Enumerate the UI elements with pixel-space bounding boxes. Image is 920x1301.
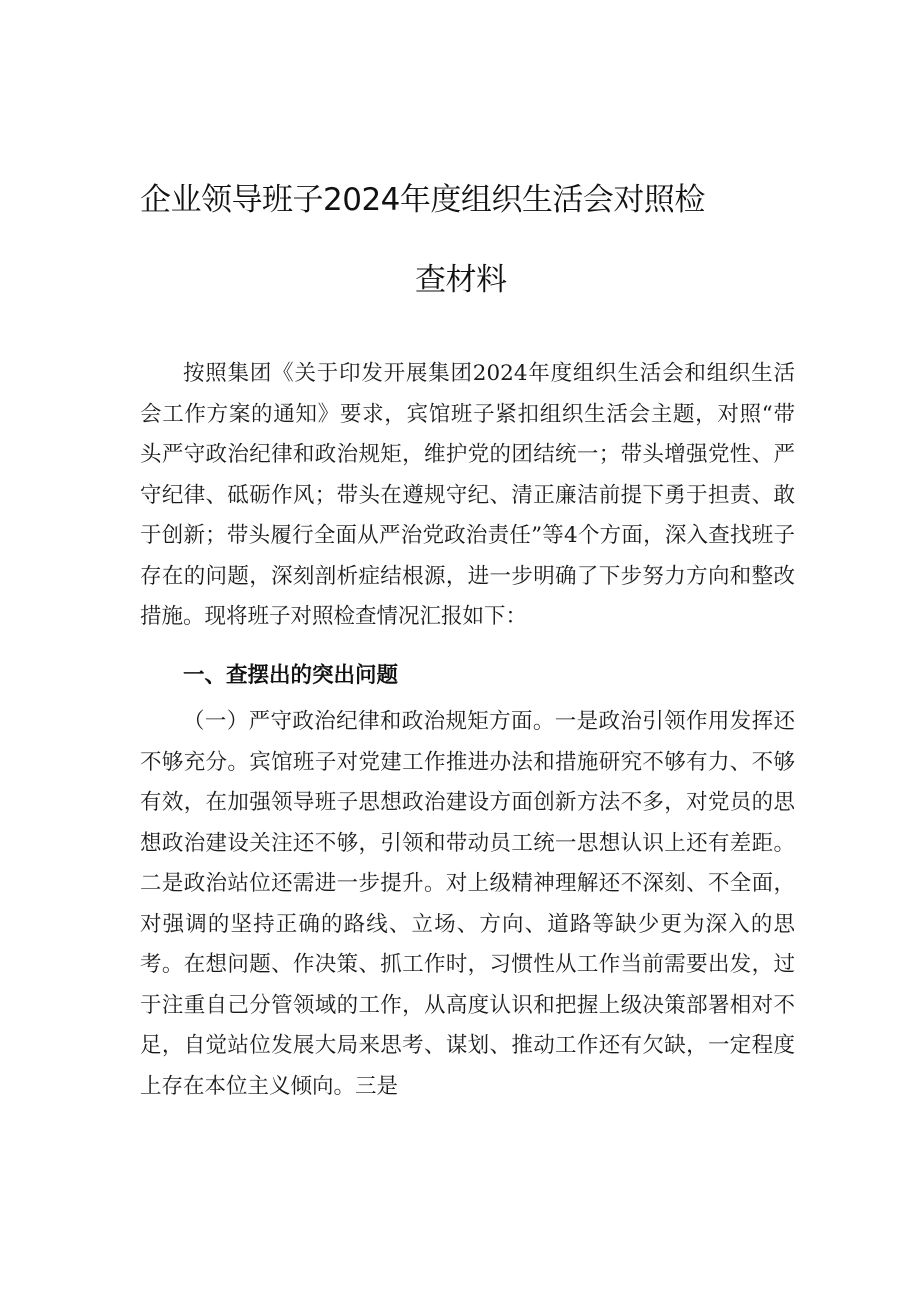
section-heading: 一、查摆出的突出问题 <box>183 663 399 688</box>
document-title-line-1: 企业领导班子2024年度组织生活会对照检 <box>140 182 705 218</box>
section-paragraph: （一）严守政治纪律和政治规矩方面。一是政治引领作用发挥还不够充分。宾馆班子对党建工作推进办法和措施研究不够有力、不够有效，在加强领导班子思想政治建设方面创新方法不多，对党员的思想政治建设关注还不够，引领和带动员工统一思想认识上还有差距。二是政治站位还需进一步提升。对上级精神理解还不深刻、不全面，对强调的坚持正确的路线、立场、方向、道路等缺少更为深入的思考。在想问题、作决策、抓工作时，习惯性从工作当前需要出发，过于注重自己分管领域的工作，从高度认识和把握上级决策部署相对不足，自觉站位发展大局来思考、谋划、推动工作还有欠缺，一定程度上存在本位主义倾向。三是 <box>140 709 795 1099</box>
document-title-line-2: 查材料 <box>415 262 507 298</box>
intro-paragraph: 按照集团《关于印发开展集团2024年度组织生活会和组织生活会工作方案的通知》要求，宾馆班子紧扣组织生活会主题，对照“带头严守政治纪律和政治规矩，维护党的团结统一；带头增强党性、严守纪律、砥砺作风；带头在遵规守纪、清正廉洁前提下勇于担责、敢于创新；带头履行全面从严治党政治责任”等4个方面，深入查找班子存在的问题，深刻剖析症结根源，进一步明确了下步努力方向和整改措施。现将班子对照检查情况汇报如下： <box>140 361 795 629</box>
